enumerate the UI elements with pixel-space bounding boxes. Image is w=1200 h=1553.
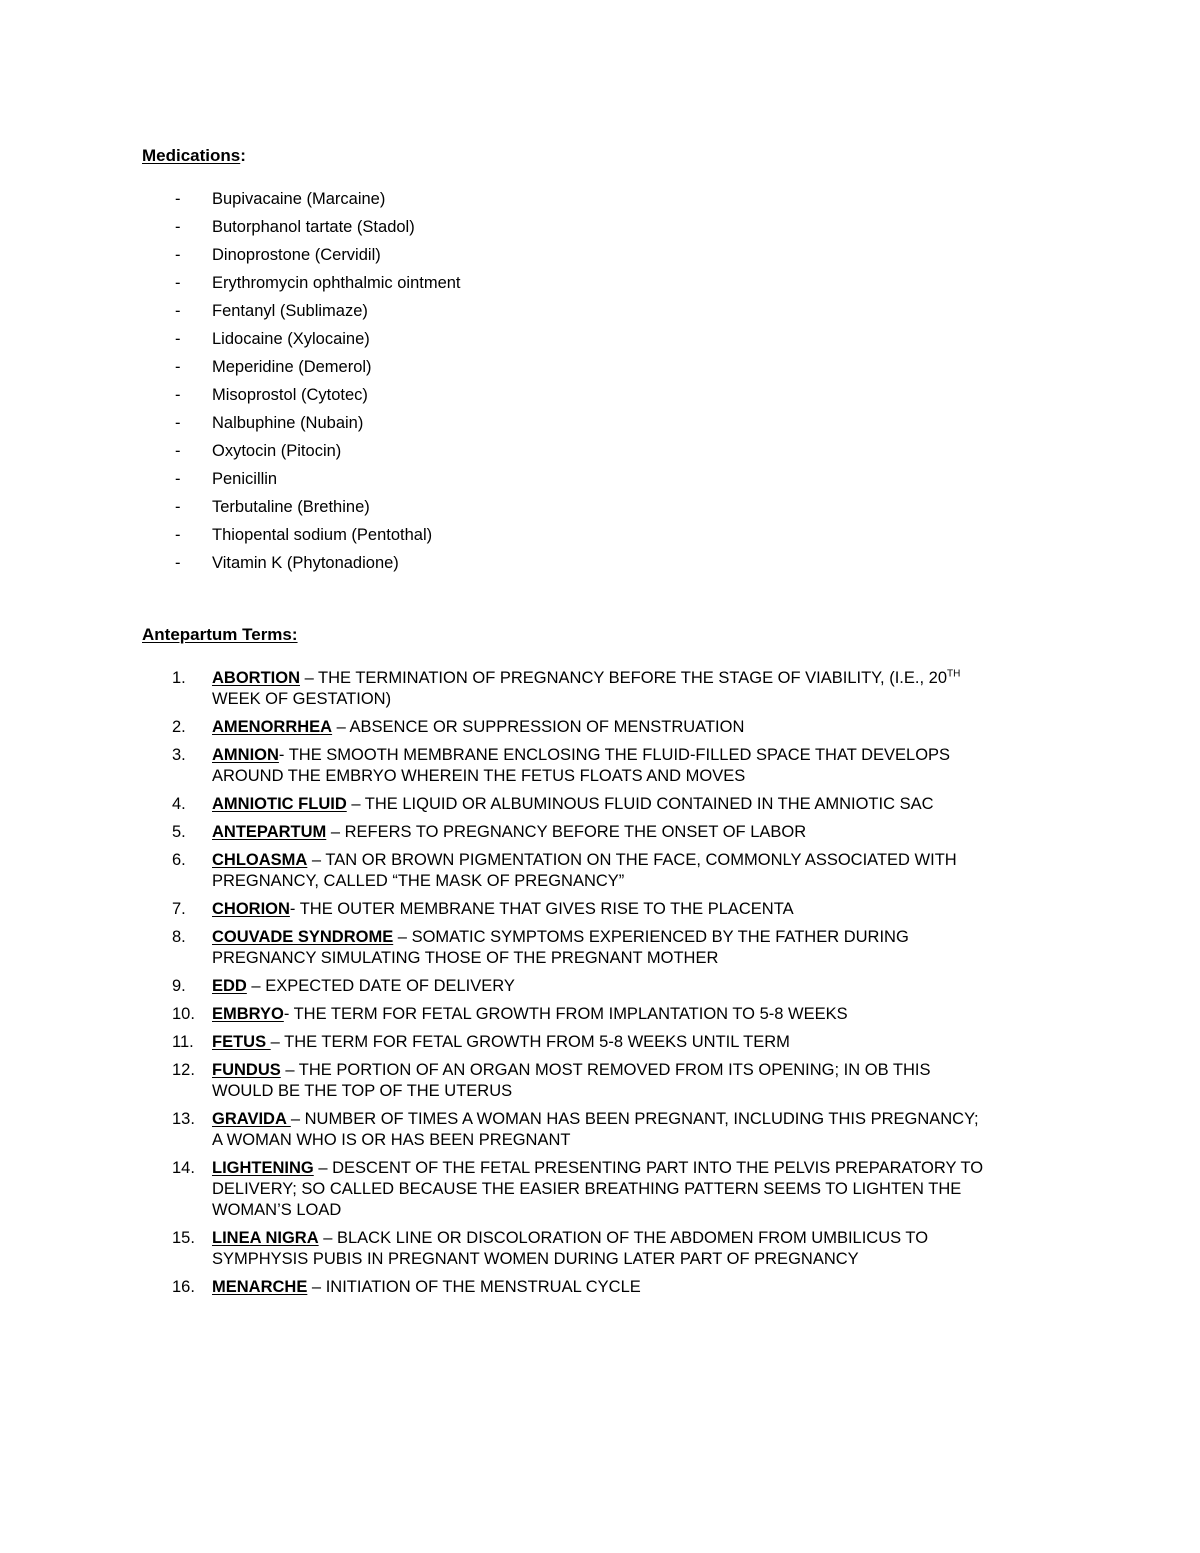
term-number: 3. [172,746,186,764]
term-definition [212,745,1062,787]
medication-name: Lidocaine (Xylocaine) [212,330,370,348]
medication-item [0,244,1200,272]
term-separator: – [246,977,266,995]
term-number: 6. [172,851,186,869]
definition-text: THE TERM FOR FETAL GROWTH FROM IMPLANTATION TO 5-8 WEEKS [293,1005,848,1023]
medication-item [0,300,1200,328]
term-definition [212,1158,1062,1221]
bullet-dash: - [175,414,181,432]
term-definition [212,899,1062,920]
definition-line [212,976,1062,997]
medications-heading-text: Medications [142,146,241,165]
definition-line [212,717,1062,738]
medication-item [0,356,1200,384]
medication-name: Oxytocin (Pitocin) [212,442,342,460]
definition-line [212,948,1062,969]
medication-name: Fentanyl (Sublimaze) [212,302,368,320]
medication-name: Vitamin K (Phytonadione) [212,554,399,572]
term-word: FUNDUS [212,1061,281,1079]
term-word: LINEA NIGRA [212,1229,319,1247]
medication-name: Meperidine (Demerol) [212,358,372,376]
antepartum-heading-text: Antepartum Terms: [142,625,298,644]
definition-text: INITIATION OF THE MENSTRUAL CYCLE [325,1278,641,1296]
definition-line [212,1032,1062,1053]
bullet-dash: - [175,246,181,264]
definition-line [212,899,1062,920]
definition-line [212,822,1062,843]
definition-text: PREGNANCY SIMULATING THOSE OF THE PREGNANT MOTHER [212,949,719,967]
definition-text: EXPECTED DATE OF DELIVERY [265,977,515,995]
bullet-dash: - [175,274,181,292]
term-separator: – [313,1159,333,1177]
term-number: 10. [172,1005,195,1023]
bullet-dash: - [175,442,181,460]
medications-list [0,188,1200,580]
definition-line [212,668,1062,689]
term-separator: – [393,928,412,946]
term-item [0,1277,1200,1298]
definition-text: SOMATIC SYMPTOMS EXPERIENCED BY THE FATHER DURING [411,928,909,946]
term-item [0,668,1200,710]
term-number: 9. [172,977,186,995]
definition-line [212,1200,1062,1221]
definition-text: WEEK OF GESTATION) [212,690,392,708]
bullet-dash: - [175,358,181,376]
term-separator: - [278,746,289,764]
term-number: 14. [172,1159,195,1177]
term-number: 8. [172,928,186,946]
definition-text: THE LIQUID OR ALBUMINOUS FLUID CONTAINED IN THE AMNIOTIC SAC [364,795,934,813]
definition-text: THE OUTER MEMBRANE THAT GIVES RISE TO THE PLACENTA [299,900,794,918]
term-word: ANTEPARTUM [212,823,327,841]
superscript-text: TH [947,668,961,680]
definition-text: ABSENCE OR SUPPRESSION OF MENSTRUATION [349,718,745,736]
definition-line [212,794,1062,815]
term-item [0,927,1200,969]
term-separator: – [346,795,365,813]
term-separator: – [332,718,350,736]
medication-item [0,496,1200,524]
term-separator: – [307,851,326,869]
term-definition [212,794,1062,815]
medication-name: Misoprostol (Cytotec) [212,386,368,404]
medication-item [0,384,1200,412]
term-separator: – [326,823,345,841]
definition-line [212,689,1062,710]
term-item [0,976,1200,997]
term-number: 11. [172,1033,194,1051]
bullet-dash: - [175,302,181,320]
term-number: 13. [172,1110,195,1128]
medication-item [0,468,1200,496]
bullet-dash: - [175,526,181,544]
definition-text: DELIVERY; SO CALLED BECAUSE THE EASIER BREATHING PATTERN SEEMS TO LIGHTEN THE [212,1180,962,1198]
medication-name: Butorphanol tartate (Stadol) [212,218,415,236]
term-number: 7. [172,900,186,918]
term-number: 1. [172,669,186,687]
term-definition [212,1004,1062,1025]
term-definition [212,1060,1062,1102]
definition-line [212,1179,1062,1200]
term-separator: – [270,1033,285,1051]
bullet-dash: - [175,386,181,404]
term-definition [212,927,1062,969]
bullet-dash: - [175,470,181,488]
term-definition [212,668,1062,710]
definition-line [212,1130,1062,1151]
term-definition [212,822,1062,843]
definition-text: WOMAN’S LOAD [212,1201,342,1219]
antepartum-terms-list [0,668,1200,1305]
term-separator: – [280,1061,299,1079]
medication-name: Dinoprostone (Cervidil) [212,246,381,264]
bullet-dash: - [175,498,181,516]
term-number: 16. [172,1278,195,1296]
term-item [0,794,1200,815]
definition-line [212,1228,1062,1249]
term-word: AMENORRHEA [212,718,333,736]
bullet-dash: - [175,554,181,572]
term-word: FETUS [212,1033,271,1051]
term-word: CHLOASMA [212,851,308,869]
medication-item [0,216,1200,244]
definition-text: THE TERM FOR FETAL GROWTH FROM 5-8 WEEKS UNTIL TERM [284,1033,790,1051]
definition-line [212,1109,1062,1130]
term-item [0,1004,1200,1025]
term-number: 12. [172,1061,195,1079]
medication-name: Thiopental sodium (Pentothal) [212,526,433,544]
term-definition [212,850,1062,892]
definition-text: TAN OR BROWN PIGMENTATION ON THE FACE, COMMONLY ASSOCIATED WITH [325,851,957,869]
medications-heading-colon: : [240,146,246,165]
term-item [0,1228,1200,1270]
term-number: 5. [172,823,186,841]
antepartum-heading [142,625,298,645]
term-number: 15. [172,1229,195,1247]
term-word: ABORTION [212,669,300,687]
definition-line [212,1158,1062,1179]
term-item [0,850,1200,892]
term-word: AMNIOTIC FLUID [212,795,347,813]
term-word: CHORION [212,900,290,918]
term-separator: – [290,1110,305,1128]
medication-item [0,188,1200,216]
definition-text: WOULD BE THE TOP OF THE UTERUS [212,1082,513,1100]
definition-text: AROUND THE EMBRYO WHEREIN THE FETUS FLOATS AND MOVES [212,767,746,785]
definition-text: BLACK LINE OR DISCOLORATION OF THE ABDOMEN FROM UMBILICUS TO [337,1229,929,1247]
bullet-dash: - [175,190,181,208]
term-word: COUVADE SYNDROME [212,928,394,946]
medications-heading [142,146,246,166]
definition-line [212,1277,1062,1298]
term-separator: – [318,1229,337,1247]
medication-item [0,552,1200,580]
definition-line [212,1004,1062,1025]
term-separator: – [300,669,319,687]
medication-name: Nalbuphine (Nubain) [212,414,364,432]
medication-name: Terbutaline (Brethine) [212,498,370,516]
term-item [0,745,1200,787]
definition-text: REFERS TO PREGNANCY BEFORE THE ONSET OF LABOR [344,823,807,841]
term-word: LIGHTENING [212,1159,314,1177]
term-definition [212,976,1062,997]
definition-line [212,1081,1062,1102]
term-word: AMNION [212,746,279,764]
term-separator: - [283,1005,294,1023]
definition-line [212,927,1062,948]
term-item [0,1032,1200,1053]
term-word: MENARCHE [212,1278,308,1296]
term-definition [212,1228,1062,1270]
medication-name: Erythromycin ophthalmic ointment [212,274,461,292]
definition-text: THE PORTION OF AN ORGAN MOST REMOVED FROM ITS OPENING; IN OB THIS [298,1061,931,1079]
term-word: GRAVIDA [212,1110,291,1128]
definition-text: A WOMAN WHO IS OR HAS BEEN PREGNANT [212,1131,571,1149]
term-definition [212,1277,1062,1298]
term-separator: - [289,900,300,918]
bullet-dash: - [175,330,181,348]
medication-item [0,440,1200,468]
definition-text: THE TERMINATION OF PREGNANCY BEFORE THE STAGE OF VIABILITY, (I.E., 20 [318,669,948,687]
bullet-dash: - [175,218,181,236]
definition-text: THE SMOOTH MEMBRANE ENCLOSING THE FLUID-FILLED SPACE THAT DEVELOPS [288,746,951,764]
term-number: 4. [172,795,186,813]
definition-line [212,766,1062,787]
definition-line [212,745,1062,766]
medication-item [0,412,1200,440]
medication-name: Penicillin [212,470,278,488]
definition-line [212,1249,1062,1270]
term-item [0,1109,1200,1151]
medication-name: Bupivacaine (Marcaine) [212,190,386,208]
term-definition [212,1032,1062,1053]
term-item [0,717,1200,738]
definition-line [212,850,1062,871]
term-item [0,1158,1200,1221]
term-item [0,899,1200,920]
term-number: 2. [172,718,186,736]
term-item [0,822,1200,843]
term-separator: – [307,1278,326,1296]
term-word: EDD [212,977,247,995]
definition-line [212,871,1062,892]
medication-item [0,272,1200,300]
medication-item [0,328,1200,356]
term-word: EMBRYO [212,1005,284,1023]
definition-line [212,1060,1062,1081]
medication-item [0,524,1200,552]
definition-text: PREGNANCY, CALLED “THE MASK OF PREGNANCY” [212,872,625,890]
definition-text: DESCENT OF THE FETAL PRESENTING PART INTO THE PELVIS PREPARATORY TO [332,1159,984,1177]
definition-text: NUMBER OF TIMES A WOMAN HAS BEEN PREGNANT, INCLUDING THIS PREGNANCY; [304,1110,979,1128]
term-definition [212,1109,1062,1151]
definition-text: SYMPHYSIS PUBIS IN PREGNANT WOMEN DURING LATER PART OF PREGNANCY [212,1250,859,1268]
term-item [0,1060,1200,1102]
term-definition [212,717,1062,738]
